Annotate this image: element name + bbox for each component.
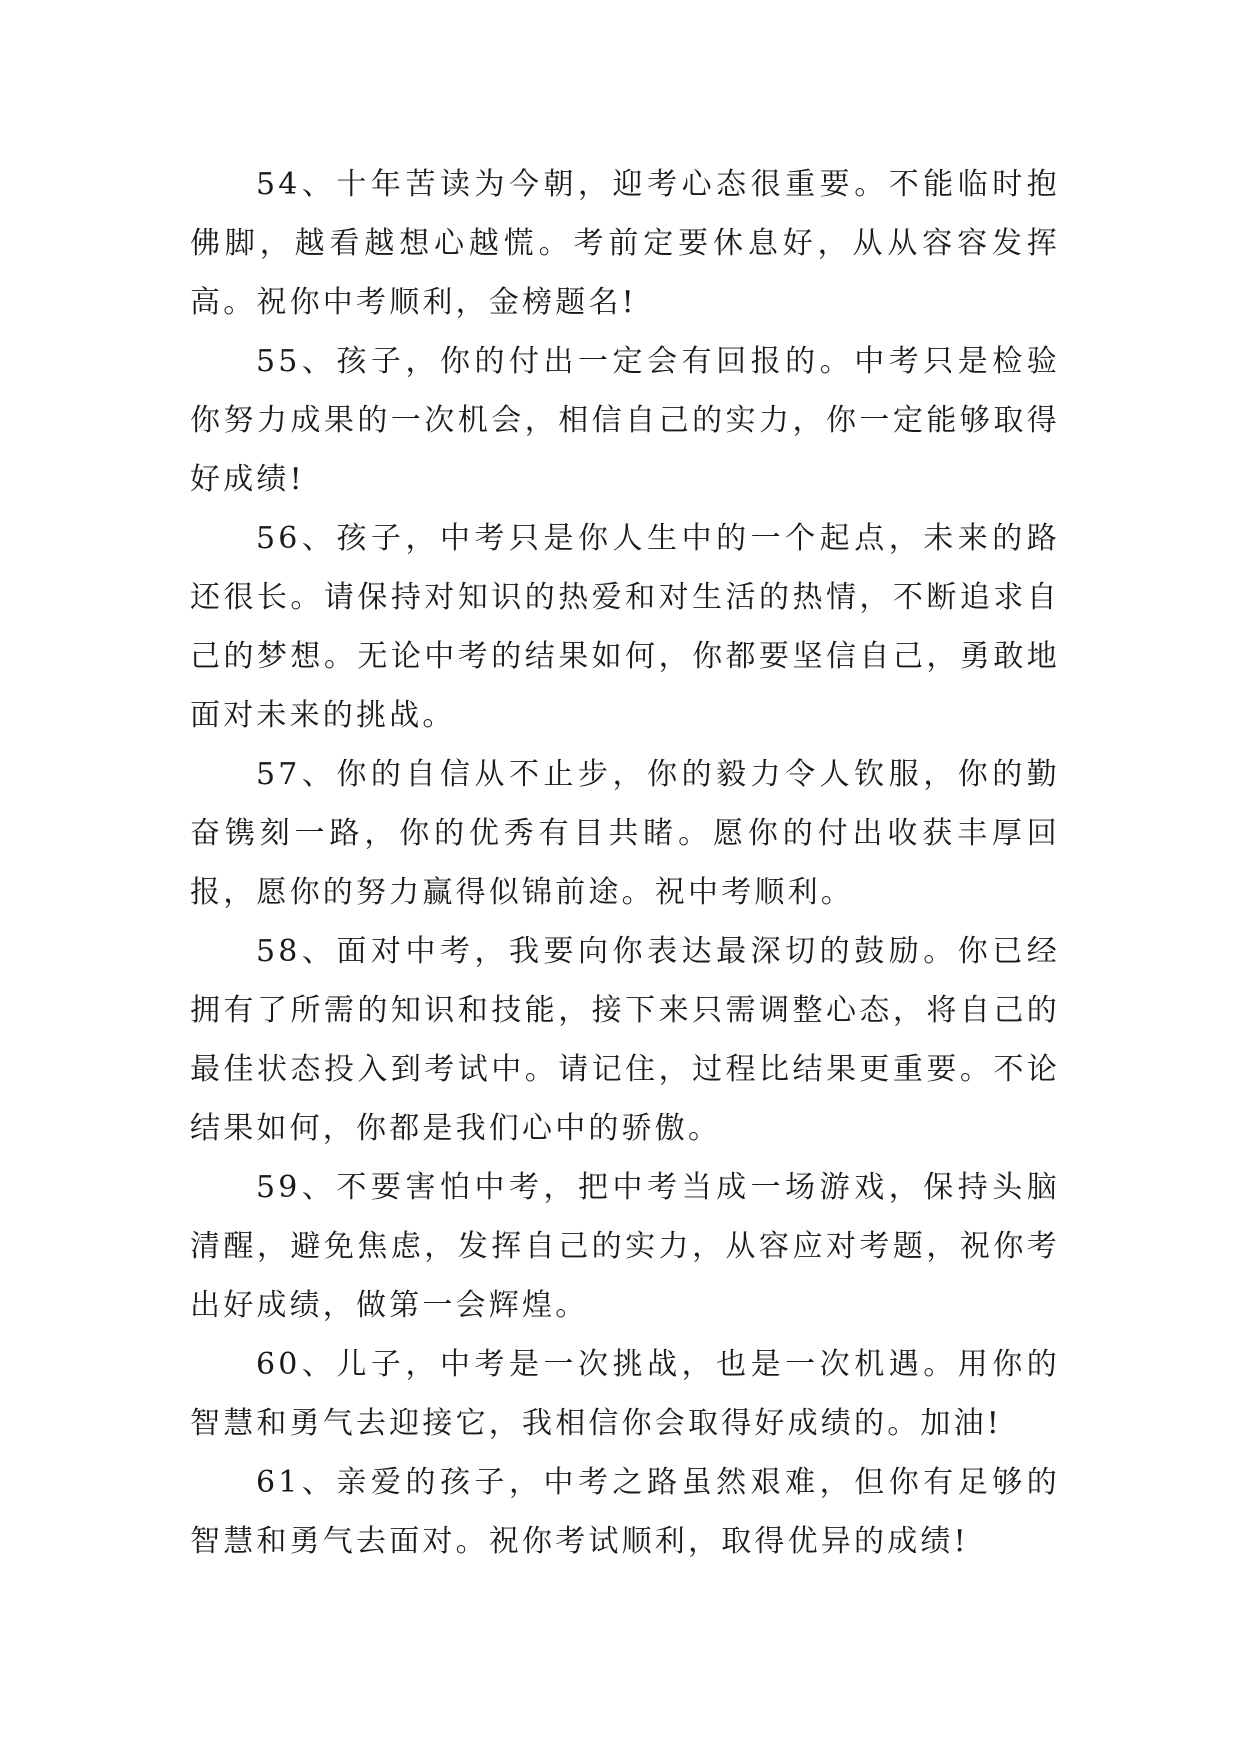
paragraph-56: 56、孩子，中考只是你人生中的一个起点，未来的路还很长。请保持对知识的热爱和对生活的热情，不断追求自己的梦想。无论中考的结果如何，你都要坚信自己，勇敢地面对未来的挑战。 [190, 521, 1060, 733]
paragraph-55: 55、孩子，你的付出一定会有回报的。中考只是检验你努力成果的一次机会，相信自己的实力，你一定能够取得好成绩! [190, 344, 1060, 497]
paragraph-61: 61、亲爱的孩子，中考之路虽然艰难，但你有足够的智慧和勇气去面对。祝你考试顺利，取得优异的成绩! [190, 1465, 1060, 1559]
paragraph-59: 59、不要害怕中考，把中考当成一场游戏，保持头脑清醒，避免焦虑，发挥自己的实力，从容应对考题，祝你考出好成绩，做第一会辉煌。 [190, 1170, 1060, 1323]
paragraph-57: 57、你的自信从不止步，你的毅力令人钦服，你的勤奋镌刻一路，你的优秀有目共睹。愿你的付出收获丰厚回报，愿你的努力赢得似锦前途。祝中考顺利。 [190, 757, 1060, 910]
paragraph-58: 58、面对中考，我要向你表达最深切的鼓励。你已经拥有了所需的知识和技能，接下来只需调整心态，将自己的最佳状态投入到考试中。请记住，过程比结果更重要。不论结果如何，你都是我们心中的骄傲。 [190, 934, 1060, 1146]
paragraph-60: 60、儿子，中考是一次挑战，也是一次机遇。用你的智慧和勇气去迎接它，我相信你会取得好成绩的。加油! [190, 1347, 1060, 1441]
paragraph-54: 54、十年苦读为今朝，迎考心态很重要。不能临时抱佛脚，越看越想心越慌。考前定要休息好，从从容容发挥高。祝你中考顺利，金榜题名! [190, 167, 1060, 320]
document-body [190, 155, 1060, 1571]
